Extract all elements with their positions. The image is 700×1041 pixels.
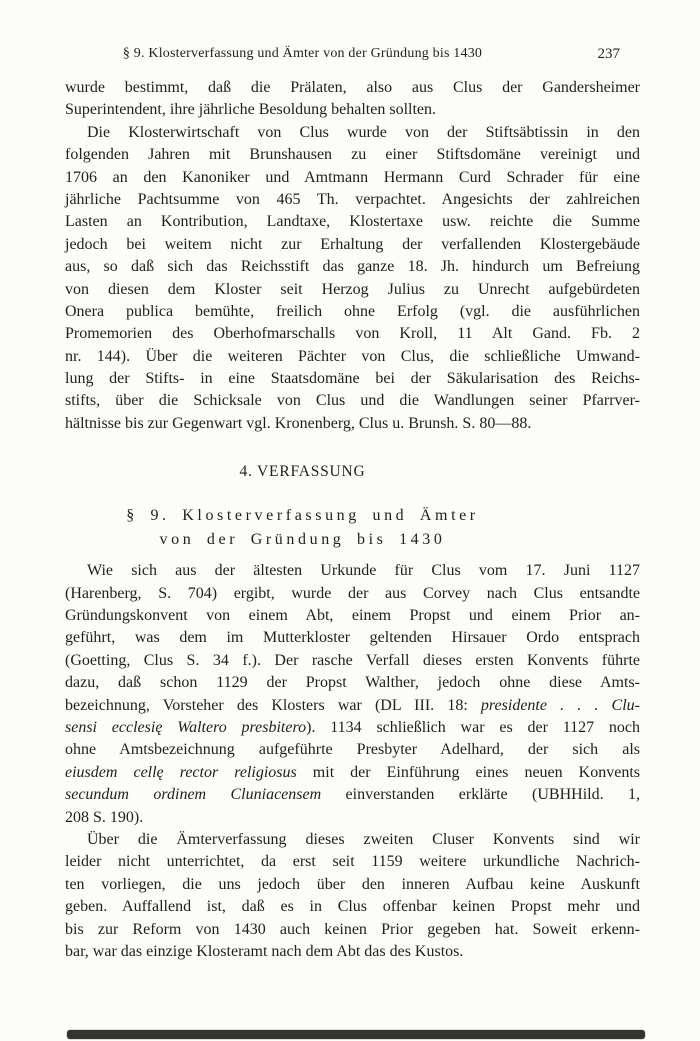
text-line: [65, 851, 640, 873]
text-segment: aus, so daß sich das Reichsstift das ganze 18. Jh. hindurch um Befreiung: [65, 258, 640, 276]
text-segment: Die Klosterwirtschaft von Clus wurde von der Stiftsäbtissin in den: [87, 123, 640, 141]
latin-italic-text: eiusdem cellę rector religiosus: [65, 763, 297, 781]
text-line: [65, 144, 640, 166]
text-segment: mit der Einführung eines neuen Konvents: [296, 763, 641, 781]
text-line: [65, 256, 640, 278]
text-line: [65, 784, 640, 806]
text-line: [65, 122, 640, 144]
text-line: [65, 829, 640, 851]
latin-italic-text: sensi ecclesię Waltero presbitero: [65, 718, 307, 736]
heading-line: von der Gründung bis 1430: [159, 531, 446, 549]
text-line: [65, 695, 640, 717]
text-line: [65, 77, 640, 99]
text-line: [65, 874, 640, 896]
text-line: [65, 919, 640, 941]
text-line: [65, 717, 640, 739]
latin-italic-text: secundum ordinem Cluniacensem: [65, 786, 322, 804]
text-segment: bis zur Reform von 1430 auch keinen Prior gegeben hat. Soweit erkenn-: [65, 920, 640, 938]
text-line: [65, 301, 640, 323]
text-line: [65, 941, 640, 963]
text-line: [65, 896, 640, 918]
heading-line: 4. VERFASSUNG: [239, 463, 366, 481]
text-segment: Onera publica bemühte, freilich ohne Erfolg (vgl. die ausführlichen: [65, 302, 640, 320]
text-segment: geben. Auffallend ist, daß es in Clus offenbar keinen Propst mehr und: [65, 898, 640, 916]
text-line: [65, 346, 640, 368]
running-head: [65, 45, 640, 63]
text-line: [65, 167, 640, 189]
text-line: [65, 279, 640, 301]
text-line: [65, 323, 640, 345]
text-line: [65, 234, 640, 256]
text-segment: bezeichnung, Vorsteher des Klosters war (DL III. 18:: [65, 696, 481, 714]
paragraph: [65, 829, 640, 963]
text-segment: Lasten an Kontribution, Landtaxe, Klostertaxe usw. reichte die Summe: [65, 213, 640, 231]
text-segment: einverstanden erklärte (UBHHild. 1,: [321, 786, 640, 804]
paragraph: [65, 77, 640, 122]
running-head-title: § 9. Klosterverfassung und Ämter von der Gründung bis 1430: [122, 46, 483, 61]
text-segment: lung der Stifts- in eine Staatsdomäne bei der Säkularisation des Reichs-: [65, 370, 640, 388]
text-segment: Über die Ämterverfassung dieses zweiten Cluser Konvents sind wir: [87, 830, 640, 848]
text-line: [65, 650, 640, 672]
paragraph: [65, 560, 640, 829]
text-segment: bar, war das einzige Klosteramt nach dem Abt das des Kustos.: [65, 942, 464, 960]
text-segment: ten vorliegen, die uns jedoch über den inneren Aufbau keine Auskunft: [65, 875, 640, 893]
text-segment: von diesen dem Kloster seit Herzog Julius zu Unrecht aufgebürdeten: [65, 280, 640, 298]
text-line: [65, 739, 640, 761]
text-line: [65, 672, 640, 694]
heading-line: § 9. Klosterverfassung und Ämter: [126, 507, 479, 525]
scan-edge-artifact: [67, 1030, 645, 1039]
text-segment: folgenden Jahren mit Brunshausen zu einer Stiftsdomäne vereinigt und: [65, 146, 640, 164]
text-line: [65, 211, 640, 233]
text-line: [65, 605, 640, 627]
text-line: [65, 762, 640, 784]
text-line: [65, 99, 640, 121]
text-segment: ). 1134 schließlich war es der 1127 noch: [306, 718, 641, 736]
text-segment: nr. 144). Über die weiteren Pächter von Clus, die schließliche Umwand-: [65, 347, 640, 365]
text-segment: 1706 an den Kanoniker und Amtmann Hermann Curd Schrader für eine: [65, 168, 640, 186]
subsection-heading: [65, 504, 540, 552]
text-segment: jedoch bei weitem nicht zur Erhaltung der verfallenden Klostergebäude: [65, 235, 640, 253]
text-line: [65, 189, 640, 211]
text-segment: dazu, daß schon 1129 der Propst Walther, jedoch ohne diese Amts-: [65, 674, 640, 692]
text-block: [65, 77, 640, 963]
section-heading: [65, 462, 540, 482]
latin-italic-text: presidente . . . Clu-: [480, 696, 640, 714]
text-segment: geführt, was dem im Mutterkloster geltenden Hirsauer Ordo entsprach: [65, 629, 640, 647]
text-segment: Wie sich aus der ältesten Urkunde für Clus vom 17. Juni 1127: [87, 562, 640, 580]
text-line: [65, 807, 640, 829]
text-segment: leider nicht unterrichtet, da erst seit 1159 weitere urkundliche Nachrich-: [65, 853, 640, 871]
text-segment: ohne Amtsbezeichnung aufgeführte Presbyter Adelhard, der sich als: [65, 741, 640, 759]
text-segment: jährliche Pachtsumme von 465 Th. verpachtet. Angesichts der zahlreichen: [65, 190, 640, 208]
text-line: [65, 583, 640, 605]
text-segment: 208 S. 190).: [65, 808, 144, 826]
text-segment: wurde bestimmt, daß die Prälaten, also aus Clus der Gandersheimer: [65, 79, 640, 96]
text-line: [65, 560, 640, 582]
page-number: 237: [597, 46, 620, 62]
text-segment: stifts, über die Schicksale von Clus und die Wandlungen seiner Pfarrver-: [65, 392, 640, 410]
text-line: [65, 368, 640, 390]
text-segment: hältnisse bis zur Gegenwart vgl. Kronenberg, Clus u. Brunsh. S. 80—88.: [65, 414, 532, 432]
text-line: [65, 413, 640, 435]
text-line: [65, 390, 640, 412]
text-segment: Superintendent, ihre jährliche Besoldung behalten sollten.: [65, 101, 437, 119]
text-line: [65, 627, 640, 649]
text-segment: Promemorien des Oberhofmarschalls von Kroll, 11 Alt Gand. Fb. 2: [65, 325, 640, 343]
text-segment: Gründungskonvent von einem Abt, einem Propst und einem Prior an-: [65, 607, 640, 625]
paragraph: [65, 122, 640, 435]
text-segment: (Goetting, Clus S. 34 f.). Der rasche Verfall dieses ersten Konvents führte: [65, 651, 640, 669]
book-page: [65, 45, 640, 963]
text-segment: (Harenberg, S. 704) ergibt, wurde der aus Corvey nach Clus entsandte: [65, 584, 640, 602]
